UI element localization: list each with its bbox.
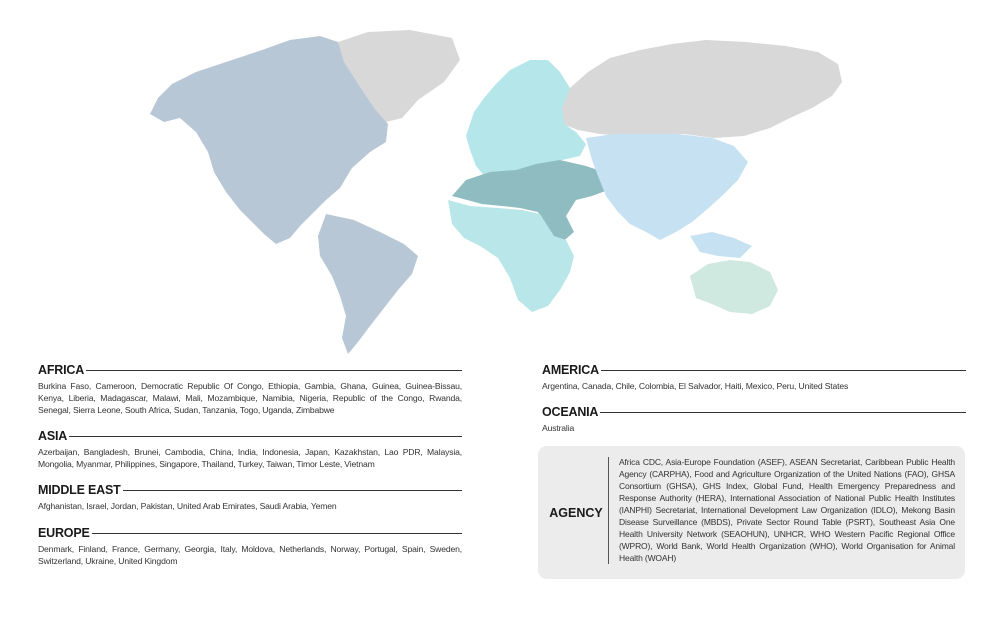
region-europe: [38, 526, 462, 567]
region-asia-header: [38, 429, 462, 443]
oceania-shape: [690, 260, 778, 314]
agency-box: [538, 446, 965, 579]
region-divider: [69, 436, 462, 437]
region-oceania-header: [542, 405, 966, 419]
region-countries: Australia: [542, 423, 575, 433]
region-title: OCEANIA: [542, 405, 599, 419]
agency-list: Africa CDC, Asia-Europe Foundation (ASEF), ASEAN Secretariat, Caribbean Public Health Agency (CARPHA), Food and Agriculture Organization of the United Nations (FAO), GHSA Consortium (GHSA), GHS Index, Global Fund, Health Emergency Preparedness and Response Authority (HERA), International Association of National Public Health Institutes (IANPHI) Secretariat, International Development Law Organization (IDLO), Mekong Basin Disease Surveillance (MBDS), Private Sector Round Table (PSRT), Southeast Asia One Health University Network (SEAOHUN), UNHCR, WHO Western Pacific Regional Office (WPRO), World Bank, World Health Organization (WHO), World Organisation for Animal Health (WOAH): [619, 457, 955, 563]
region-title: ASIA: [38, 429, 68, 443]
russia-shape: [556, 40, 842, 138]
region-countries: Argentina, Canada, Chile, Colombia, El Salvador, Haiti, Mexico, Peru, United States: [542, 381, 849, 391]
region-america-header: [542, 363, 966, 377]
region-middle-east-header: [38, 483, 462, 497]
region-countries: Burkina Faso, Cameroon, Democratic Republic Of Congo, Ethiopia, Gambia, Ghana, Guinea, Guinea-Bissau, Kenya, Liberia, Madagascar, Malawi, Mali, Mozambique, Namibia, Nigeria, Republic of the Congo, Rwanda, Senegal, Sierra Leone, South Africa, Sudan, Tanzania, Togo, Uganda, Zimbabwe: [38, 381, 462, 415]
region-middle-east: [38, 483, 462, 512]
region-divider: [92, 533, 462, 534]
region-countries: Afghanistan, Israel, Jordan, Pakistan, United Arab Emirates, Saudi Arabia, Yemen: [38, 501, 337, 511]
region-europe-header: [38, 526, 462, 540]
region-countries: Denmark, Finland, France, Germany, Georgia, Italy, Moldova, Netherlands, Norway, Portugal, Spain, Sweden, Switzerland, Ukraine, United Kingdom: [38, 544, 462, 566]
asia-shape: [586, 134, 752, 258]
south-america-shape: [318, 214, 418, 354]
region-title: AMERICA: [542, 363, 599, 377]
region-africa: [38, 363, 462, 416]
region-divider: [601, 370, 966, 371]
region-divider: [123, 490, 462, 491]
region-title: AFRICA: [38, 363, 85, 377]
region-america: [542, 363, 966, 392]
agency-title: AGENCY: [549, 505, 603, 520]
region-countries: Azerbaijan, Bangladesh, Brunei, Cambodia, China, India, Indonesia, Japan, Kazakhstan, Lao PDR, Malaysia, Mongolia, Myanmar, Philippines, Singapore, Thailand, Turkey, Taiwan, Timor Leste, Vietnam: [38, 447, 462, 469]
region-divider: [86, 370, 462, 371]
region-title: MIDDLE EAST: [38, 483, 121, 497]
region-asia: [38, 429, 462, 470]
region-title: EUROPE: [38, 526, 90, 540]
region-africa-header: [38, 363, 462, 377]
region-oceania: [542, 405, 966, 434]
agency-divider: [608, 457, 609, 564]
region-divider: [600, 412, 966, 413]
